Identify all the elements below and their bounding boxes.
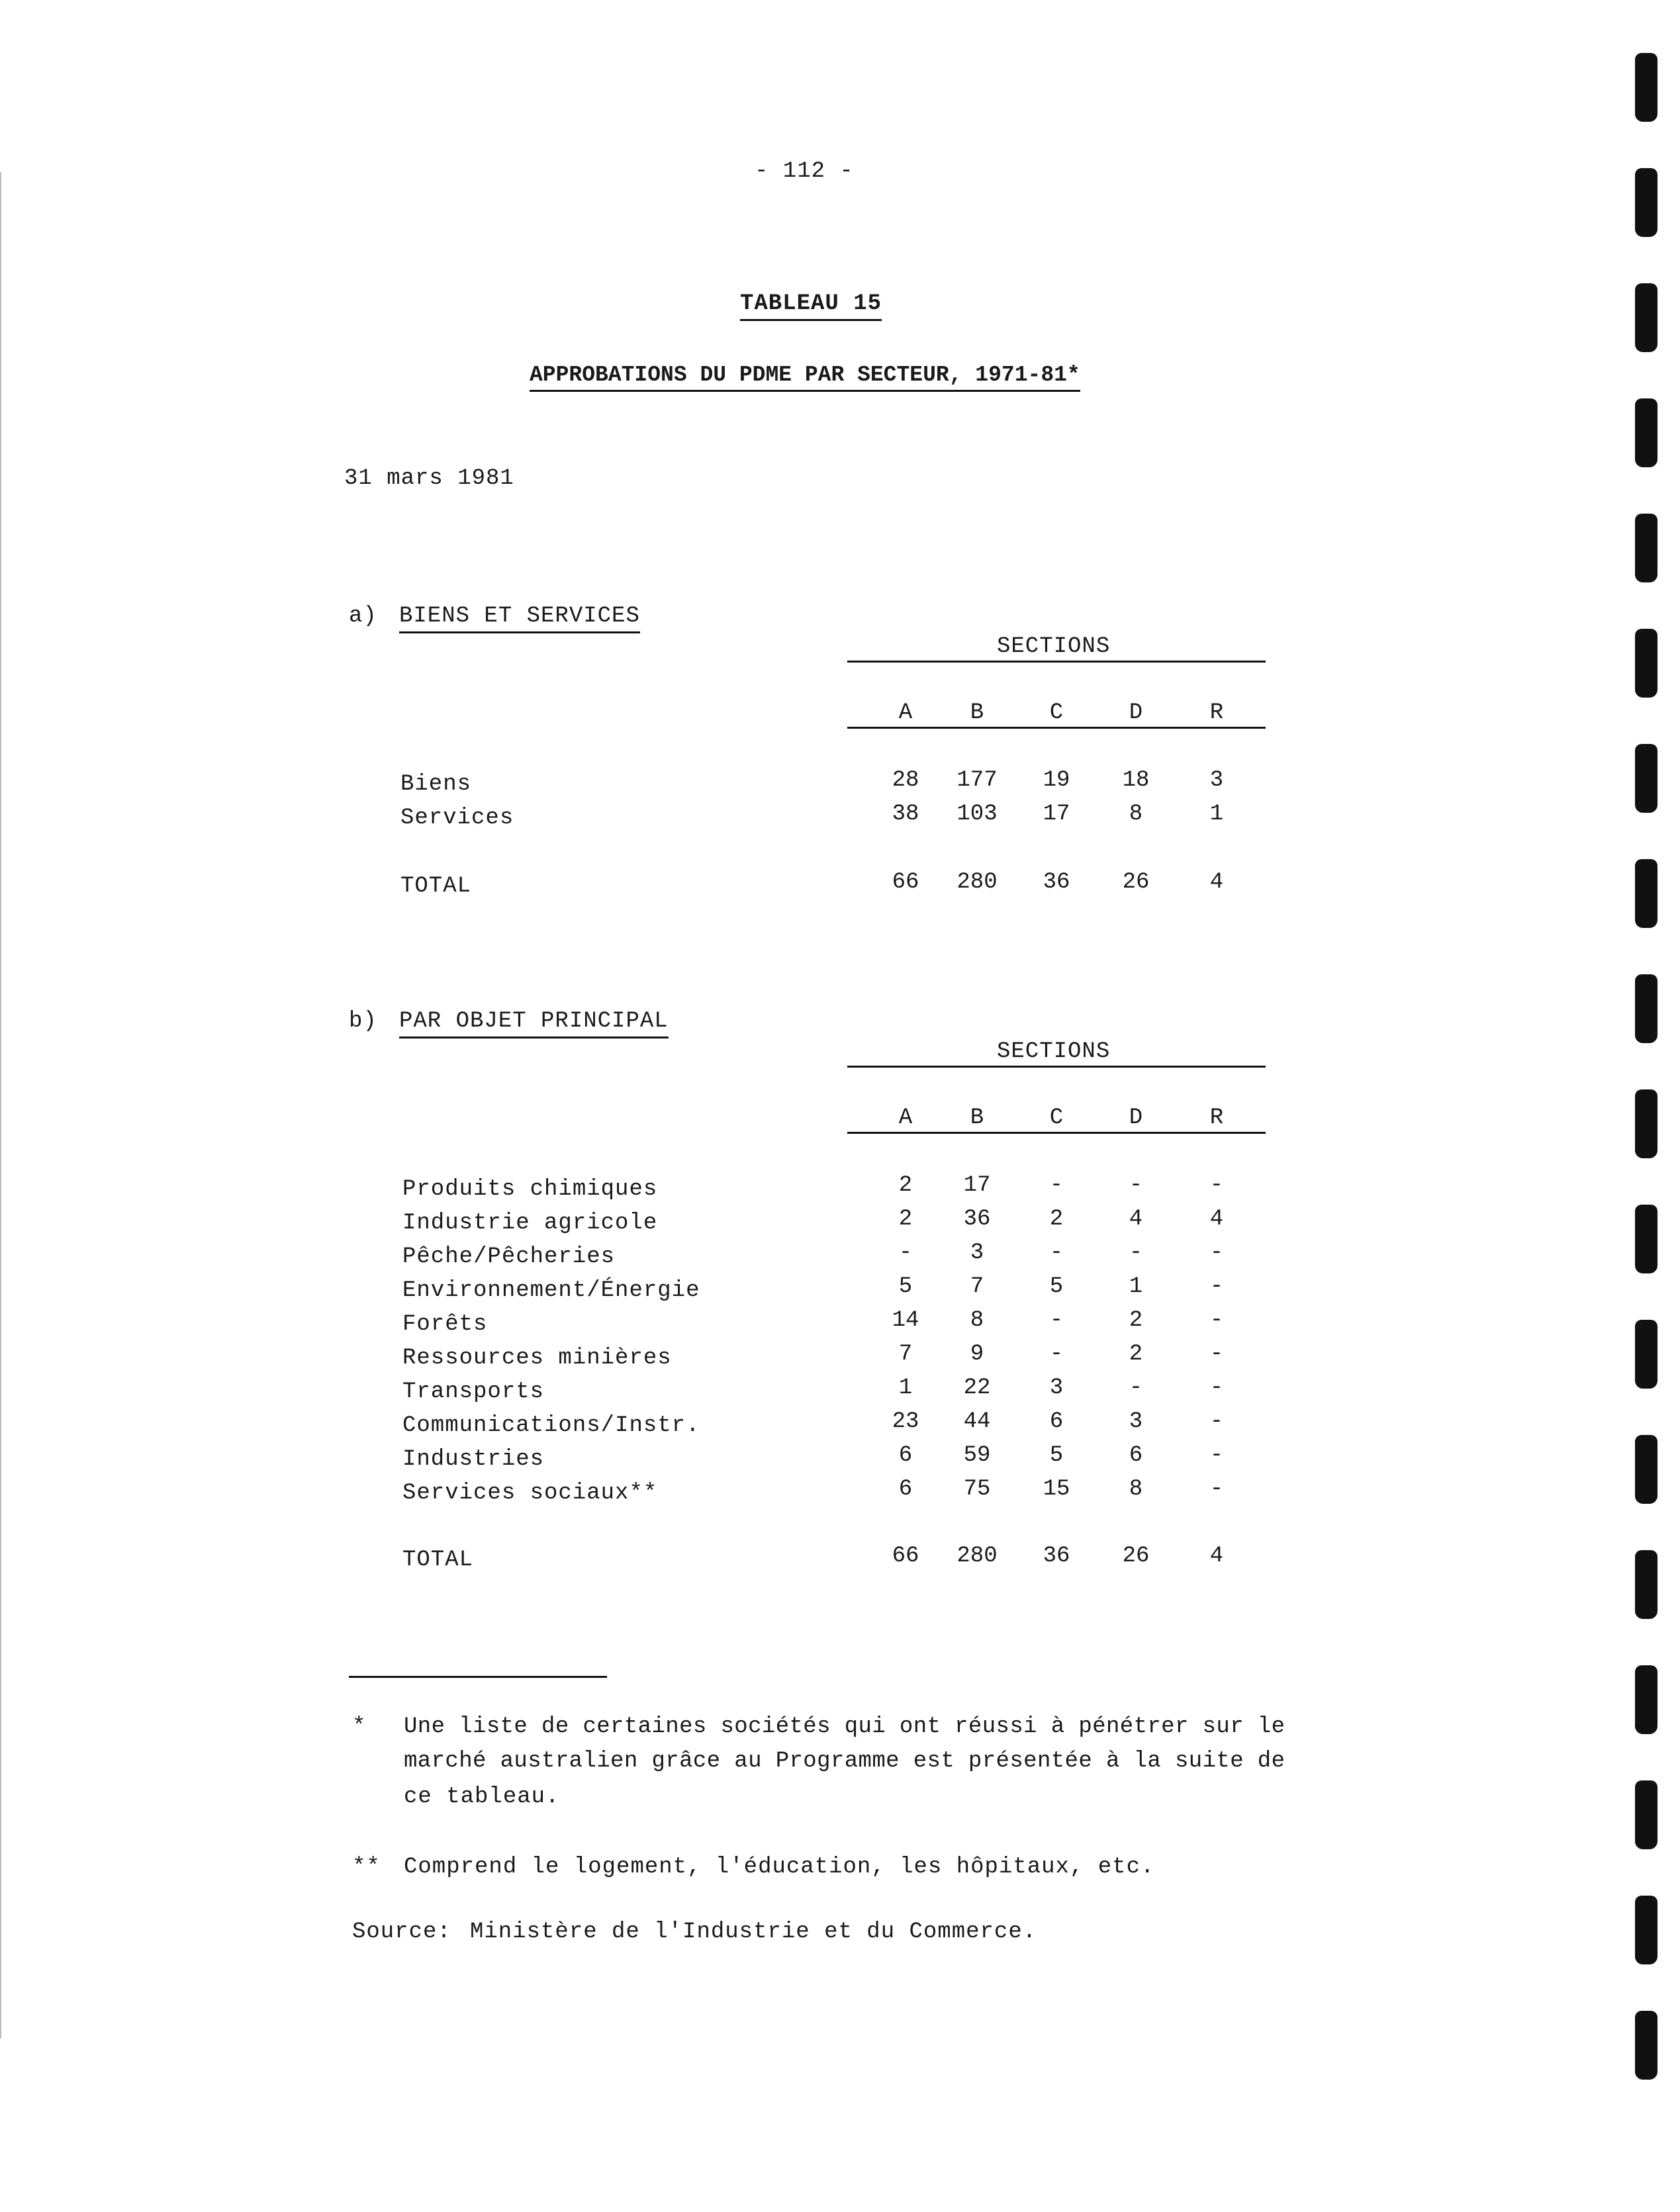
table-row-value-r: -: [1209, 1274, 1224, 1299]
table-row-value-b: 3: [970, 1240, 984, 1266]
table-row-value-a: 5: [898, 1274, 913, 1299]
total-row-label: TOTAL: [402, 1547, 474, 1573]
table-row-value-r: -: [1209, 1477, 1224, 1502]
binder-hole: [1635, 53, 1657, 122]
binder-hole: [1635, 1665, 1657, 1734]
binder-hole: [1635, 1550, 1657, 1619]
table-row-value-d: -: [1129, 1240, 1143, 1266]
table-row-value-b: 7: [970, 1274, 984, 1299]
table-row-value-r: -: [1209, 1240, 1224, 1266]
table-row-value-d: 1: [1129, 1274, 1143, 1299]
table-row-value-c: 2: [1049, 1207, 1064, 1232]
table-row-value-d: 3: [1129, 1409, 1143, 1434]
table-row-value-d: -: [1129, 1173, 1143, 1198]
table-title: APPROBATIONS DU PDME PAR SECTEUR, 1971-81*: [530, 363, 1080, 392]
source-text: Ministère de l'Industrie et du Commerce.: [470, 1919, 1037, 1945]
table-row-value-a: -: [898, 1240, 913, 1266]
binder-hole: [1635, 514, 1657, 582]
section-a-group-header: SECTIONS: [997, 634, 1111, 659]
binder-hole: [1635, 744, 1657, 813]
table-row-value-d: 2: [1129, 1342, 1143, 1367]
table-row-value-b: 22: [963, 1375, 991, 1401]
table-row-value-a: 23: [892, 1409, 919, 1434]
section-a-group-rule: [847, 661, 1266, 663]
footnote-star-line-2: marché australien grâce au Programme est présentée à la suite de: [404, 1749, 1285, 1774]
table-row-value-b: 8: [970, 1308, 984, 1333]
section-b-label: b): [349, 1009, 377, 1034]
total-row-value-c: 36: [1043, 1544, 1070, 1569]
table-row-value-c: 17: [1043, 802, 1070, 827]
table-row-value-r: 1: [1209, 802, 1224, 827]
total-row-value-a: 66: [892, 1544, 919, 1569]
binder-hole: [1635, 168, 1657, 237]
table-row-label: Forêts: [402, 1312, 488, 1337]
column-header-d: D: [1129, 700, 1143, 725]
table-row-value-c: -: [1049, 1240, 1064, 1266]
section-b-heading: PAR OBJET PRINCIPAL: [399, 1009, 669, 1038]
table-row-label: Industries: [402, 1447, 545, 1472]
column-header-r: R: [1209, 1105, 1224, 1130]
table-row-value-a: 28: [892, 768, 919, 793]
table-row-value-r: -: [1209, 1308, 1224, 1333]
table-row-value-b: 17: [963, 1173, 991, 1198]
table-row-value-r: -: [1209, 1342, 1224, 1367]
table-row-label: Biens: [400, 772, 472, 797]
table-row-label: Services: [400, 806, 514, 831]
table-row-value-r: 3: [1209, 768, 1224, 793]
table-row-value-b: 103: [957, 802, 998, 827]
scan-edge: [0, 172, 1, 2039]
table-row-label: Services sociaux**: [402, 1481, 658, 1506]
binder-hole: [1635, 974, 1657, 1043]
table-row-value-d: 8: [1129, 802, 1143, 827]
table-row-value-r: -: [1209, 1173, 1224, 1198]
table-row-value-d: 18: [1122, 768, 1150, 793]
table-row-value-a: 1: [898, 1375, 913, 1401]
table-row-value-c: -: [1049, 1173, 1064, 1198]
total-row-label: TOTAL: [400, 874, 472, 899]
table-row-value-a: 6: [898, 1443, 913, 1468]
source-label: Source:: [352, 1919, 451, 1945]
table-row-value-a: 6: [898, 1477, 913, 1502]
table-row-value-d: 6: [1129, 1443, 1143, 1468]
table-row-label: Industrie agricole: [402, 1211, 658, 1236]
section-b-group-rule: [847, 1066, 1266, 1068]
table-row-label: Communications/Instr.: [402, 1413, 700, 1438]
table-row-value-c: 19: [1043, 768, 1070, 793]
total-row-value-r: 4: [1209, 1544, 1224, 1569]
column-header-b: B: [970, 1105, 984, 1130]
column-header-d: D: [1129, 1105, 1143, 1130]
total-row-value-c: 36: [1043, 870, 1070, 895]
binder-hole: [1635, 283, 1657, 352]
table-date: 31 mars 1981: [344, 466, 514, 491]
table-row-label: Environnement/Énergie: [402, 1278, 700, 1303]
section-b-column-rule: [847, 1132, 1266, 1134]
footnote-star-mark: *: [352, 1714, 367, 1739]
binder-hole: [1635, 859, 1657, 928]
total-row-value-a: 66: [892, 870, 919, 895]
column-header-a: A: [898, 700, 913, 725]
table-row-value-a: 2: [898, 1173, 913, 1198]
total-row-value-d: 26: [1122, 870, 1150, 895]
table-row-value-a: 2: [898, 1207, 913, 1232]
table-row-value-c: 6: [1049, 1409, 1064, 1434]
table-row-value-c: 15: [1043, 1477, 1070, 1502]
column-header-r: R: [1209, 700, 1224, 725]
table-row-value-c: 3: [1049, 1375, 1064, 1401]
table-row-value-d: 4: [1129, 1207, 1143, 1232]
binder-hole: [1635, 1320, 1657, 1389]
total-row-value-b: 280: [957, 870, 998, 895]
table-number: TABLEAU 15: [740, 291, 882, 321]
binder-hole: [1635, 1896, 1657, 1964]
column-header-b: B: [970, 700, 984, 725]
table-row-value-r: -: [1209, 1409, 1224, 1434]
binder-hole: [1635, 1780, 1657, 1849]
table-row-label: Pêche/Pêcheries: [402, 1244, 616, 1269]
footnote-star-line-3: ce tableau.: [404, 1784, 560, 1810]
table-row-label: Produits chimiques: [402, 1177, 658, 1202]
table-row-value-c: -: [1049, 1308, 1064, 1333]
table-row-value-b: 75: [963, 1477, 991, 1502]
footnote-double-star-mark: **: [352, 1855, 381, 1880]
table-row-value-d: 2: [1129, 1308, 1143, 1333]
footnote-double-star-text: Comprend le logement, l'éducation, les hôpitaux, etc.: [404, 1855, 1155, 1880]
table-row-value-b: 44: [963, 1409, 991, 1434]
table-row-value-r: 4: [1209, 1207, 1224, 1232]
section-b-group-header: SECTIONS: [997, 1039, 1111, 1064]
table-row-value-a: 7: [898, 1342, 913, 1367]
table-row-label: Transports: [402, 1379, 545, 1405]
table-row-value-d: 8: [1129, 1477, 1143, 1502]
table-row-label: Ressources minières: [402, 1346, 672, 1371]
table-row-value-b: 59: [963, 1443, 991, 1468]
section-a-label: a): [349, 604, 377, 629]
binder-hole: [1635, 629, 1657, 698]
table-row-value-c: 5: [1049, 1274, 1064, 1299]
footnote-star-line-1: Une liste de certaines sociétés qui ont réussi à pénétrer sur le: [404, 1714, 1285, 1739]
binder-hole: [1635, 1205, 1657, 1273]
column-header-c: C: [1049, 700, 1064, 725]
section-a-heading: BIENS ET SERVICES: [399, 604, 640, 633]
total-row-value-d: 26: [1122, 1544, 1150, 1569]
table-row-value-d: -: [1129, 1375, 1143, 1401]
total-row-value-b: 280: [957, 1544, 998, 1569]
table-row-value-b: 36: [963, 1207, 991, 1232]
section-a-column-rule: [847, 727, 1266, 729]
total-row-value-r: 4: [1209, 870, 1224, 895]
table-row-value-a: 14: [892, 1308, 919, 1333]
binder-hole: [1635, 1435, 1657, 1504]
binder-hole: [1635, 1089, 1657, 1158]
table-row-value-b: 9: [970, 1342, 984, 1367]
column-header-c: C: [1049, 1105, 1064, 1130]
table-row-value-c: -: [1049, 1342, 1064, 1367]
binder-hole: [1635, 2011, 1657, 2080]
table-row-value-b: 177: [957, 768, 998, 793]
page-number: - 112 -: [755, 159, 854, 184]
table-row-value-r: -: [1209, 1375, 1224, 1401]
column-header-a: A: [898, 1105, 913, 1130]
footnote-separator: [349, 1676, 607, 1678]
table-row-value-r: -: [1209, 1443, 1224, 1468]
table-row-value-a: 38: [892, 802, 919, 827]
binder-hole: [1635, 398, 1657, 467]
table-row-value-c: 5: [1049, 1443, 1064, 1468]
